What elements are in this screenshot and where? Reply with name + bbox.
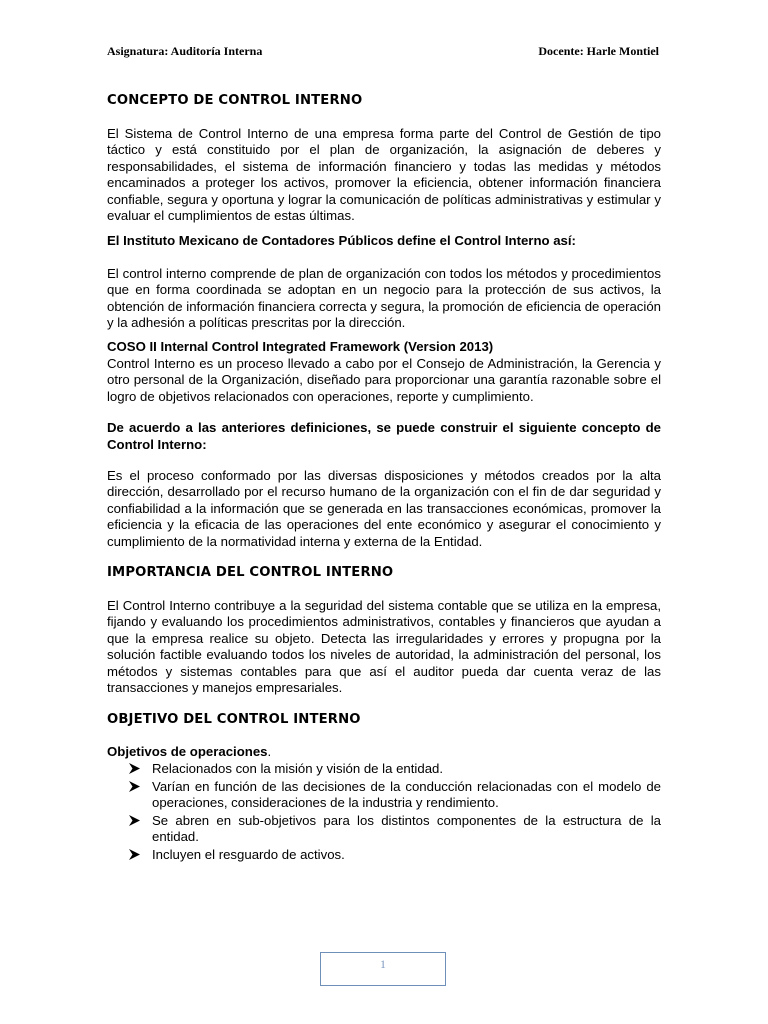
- arrowhead-bullet-icon: [128, 780, 141, 793]
- coso-title: COSO II Internal Control Integrated Framework (Version 2013): [107, 339, 494, 355]
- importancia-paragraph: El Control Interno contribuye a la seguridad del sistema contable que se utiliza en la empresa, fijando y evaluando los procedimientos administrativos, contables y financieros que ayudan a que la empresa realice su objeto. Detecta las irregularidades y errores y propugna por la solución factible evaluando todos los niveles de autoridad, la administración del personal, los métodos y sistemas contables para que así el auditor pueda dar cuenta veraz de las transacciones y manejos empresariales.: [107, 597, 661, 695]
- section-heading-concepto: CONCEPTO DE CONTROL INTERNO: [107, 93, 363, 108]
- objectives-subheading-period: .: [267, 744, 272, 760]
- document-body: [107, 93, 661, 865]
- section-heading-importancia: IMPORTANCIA DEL CONTROL INTERNO: [107, 564, 394, 580]
- list-item: Se abren en sub-objetivos para los distintos componentes de la estructura de la entidad.: [127, 813, 661, 846]
- list-item: Incluyen el resguardo de activos.: [127, 847, 661, 863]
- teacher-label: Docente: Harle Montiel: [538, 44, 659, 58]
- arrowhead-bullet-icon: [128, 762, 141, 775]
- paragraph-sistema-control: El Sistema de Control Interno de una empresa forma parte del Control de Gestión de tipo táctico y está constituido por el plan de organización, la asignación de deberes y responsabilidades, el sistema de información financiero y todas las medidas y métodos encaminados a proteger los activos, promover la eficiencia, obtener información financiera confiable, segura y oportuna y lograr la comunicación de políticas administrativas y estimular y evaluar el cumplimientos de estas últimas.: [107, 126, 661, 224]
- objectives-subheading-text: Objetivos de operaciones: [107, 744, 268, 760]
- arrowhead-bullet-icon: [128, 848, 141, 861]
- concept-text: Es el proceso conformado por las diversas disposiciones y métodos creados por la alta dirección, desarrollado por el recurso humano de la organización con el fin de dar seguridad y confiabilidad a la información que se generada en las transacciones económicas, promover la eficiencia y la eficacia de las operaciones del ente económico y asegurar el conocimiento y cumplimiento de la normatividad interna y externa de la Entidad.: [107, 467, 661, 549]
- course-label: Asignatura: Auditoría Interna: [107, 44, 263, 58]
- objectives-subheading: [107, 744, 661, 760]
- imcp-definition-text: El control interno comprende de plan de organización con todos los métodos y procedimientos que en forma coordinada se adoptan en un negocio para la protección de sus activos, la obtención de información financiera correcta y segura, la promoción de eficiencia de operación y la adhesión a políticas prescritas por la dirección.: [107, 265, 661, 331]
- list-item: Relacionados con la misión y visión de la entidad.: [127, 761, 661, 777]
- concept-title: De acuerdo a las anteriores definiciones, se puede construir el siguiente concepto de Control Interno:: [107, 420, 661, 452]
- page-number-box: [320, 952, 446, 986]
- arrowhead-bullet-icon: [128, 814, 141, 827]
- list-item: Varían en función de las decisiones de la conducción relacionadas con el modelo de operaciones, consideraciones de la industria y rendimiento.: [127, 779, 661, 812]
- page-header: [107, 44, 659, 59]
- section-heading-objetivo: OBJETIVO DEL CONTROL INTERNO: [107, 712, 361, 728]
- objectives-list: [107, 761, 661, 864]
- coso-text: Control Interno es un proceso llevado a cabo por el Consejo de Administración, la Gerencia y otro personal de la Organización, diseñado para proporcionar una garantía razonable sobre el logro de objetivos relacionados con operaciones, reporte y cumplimiento.: [107, 355, 661, 404]
- page-number: 1: [380, 959, 386, 971]
- imcp-definition-title: El Instituto Mexicano de Contadores Públicos define el Control Interno así:: [107, 233, 576, 249]
